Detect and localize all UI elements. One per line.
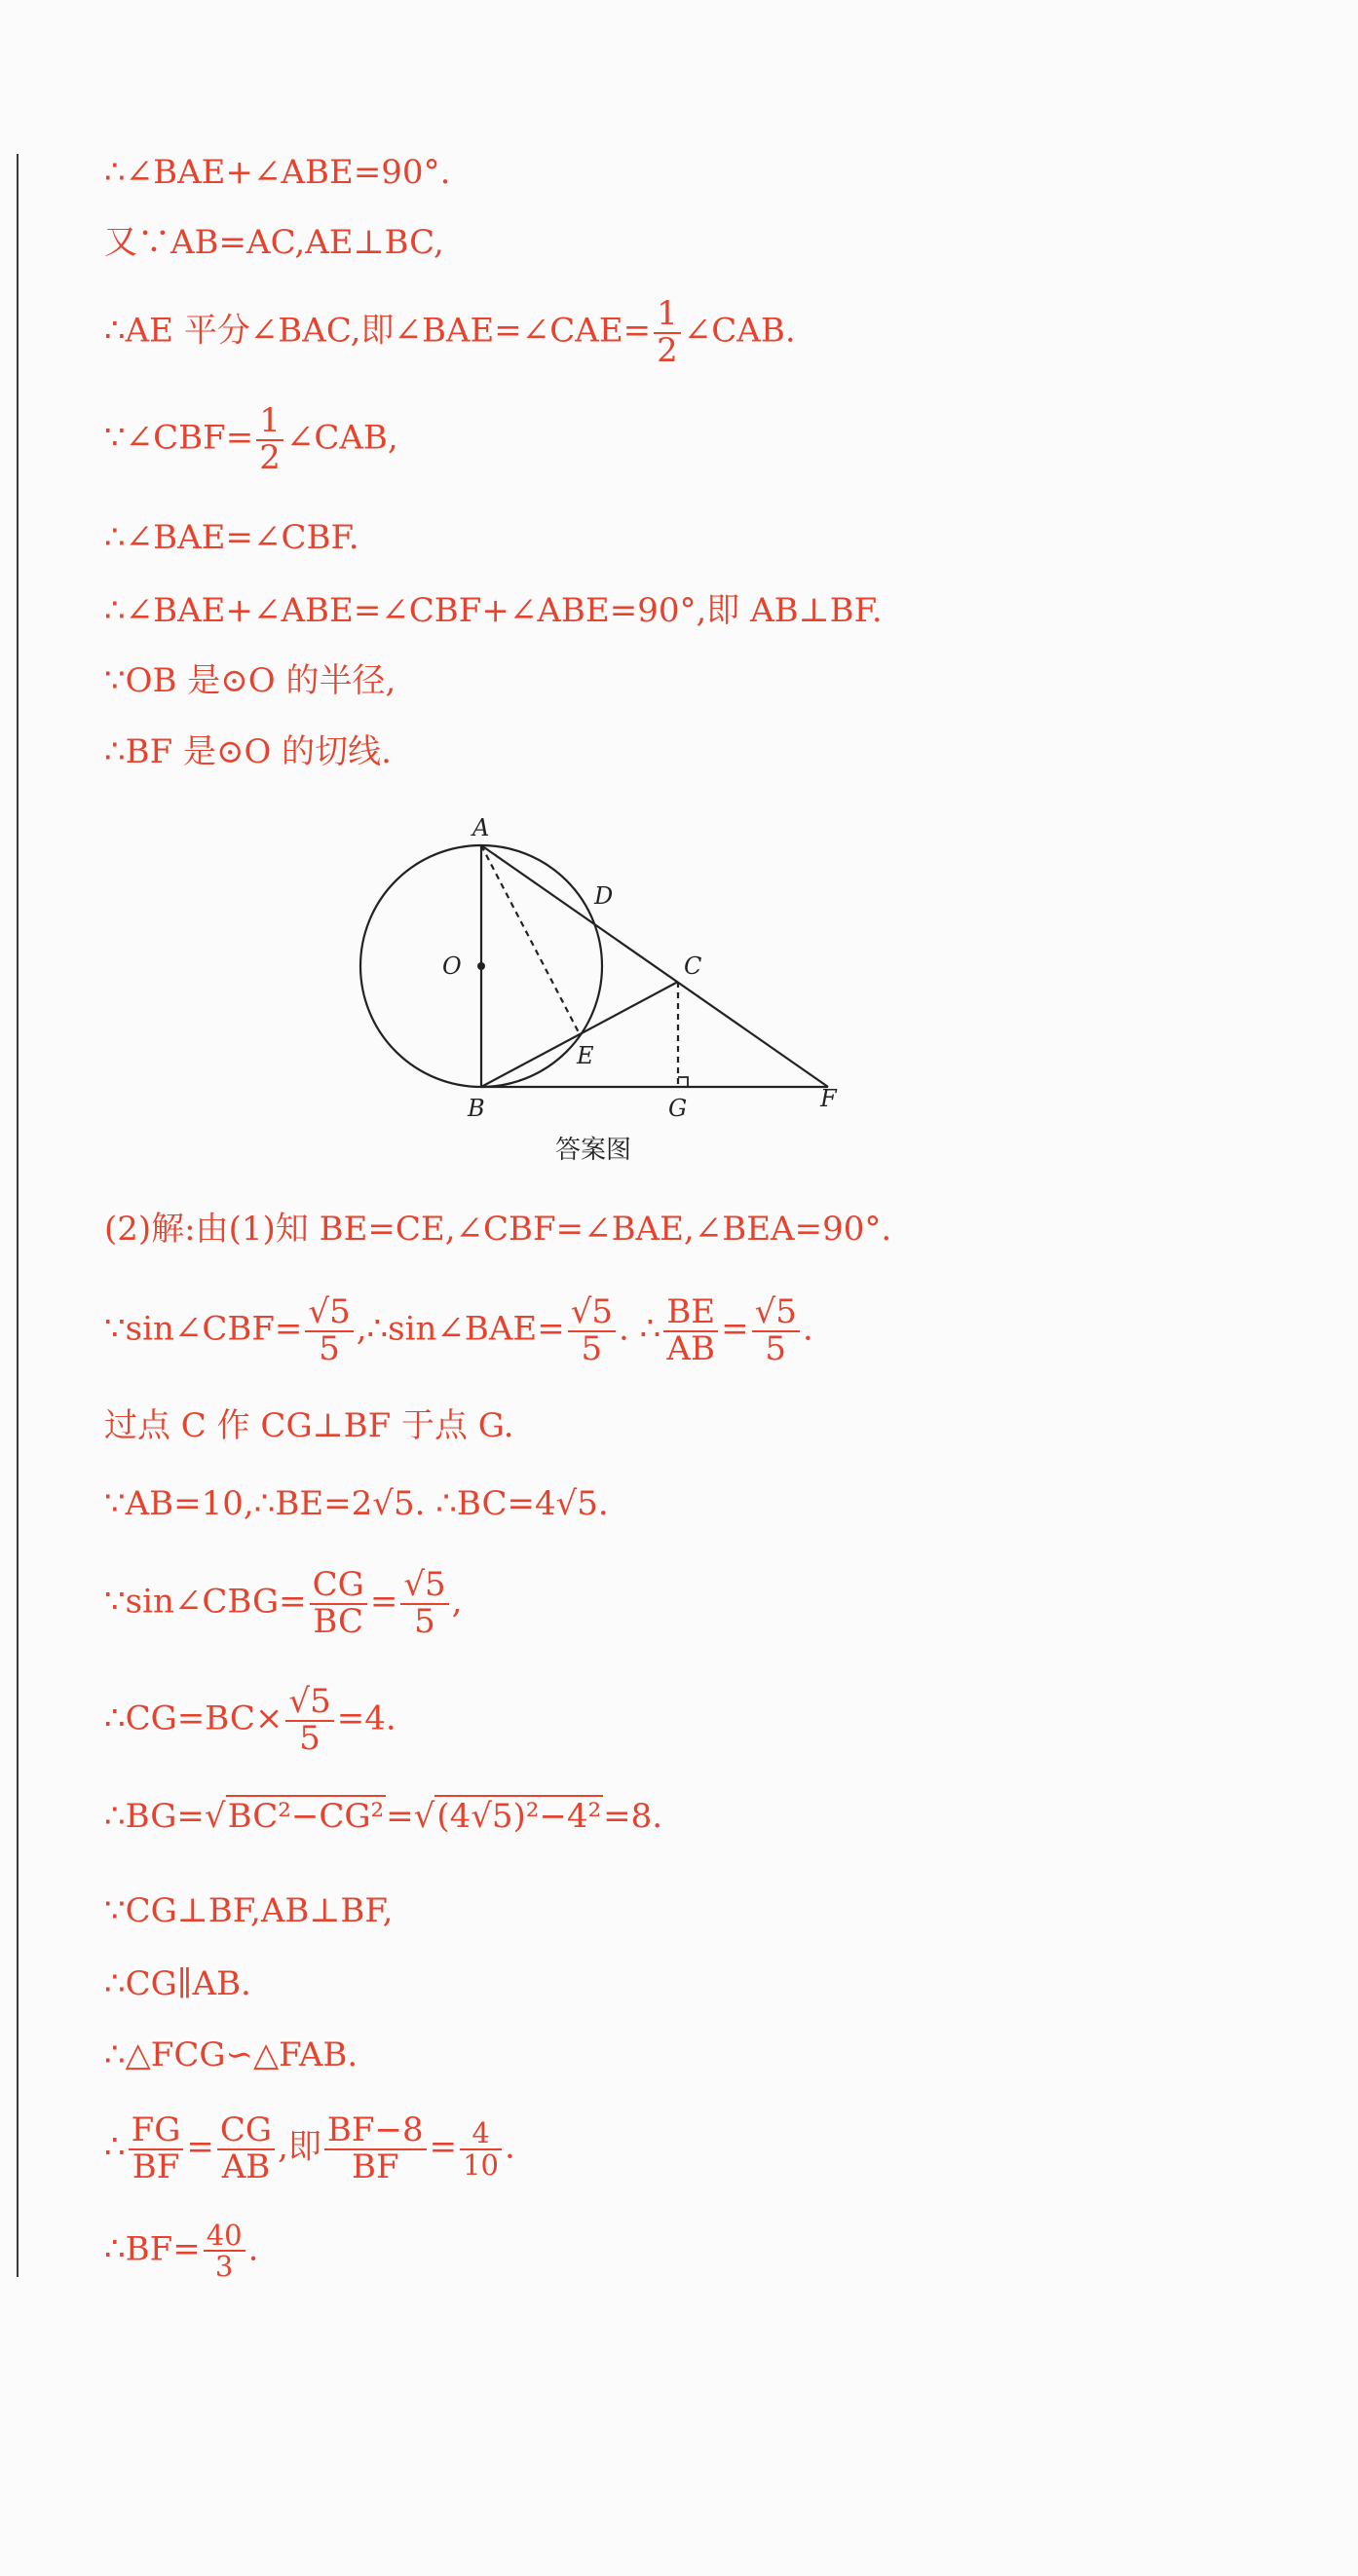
solution-line-12 bbox=[104, 2221, 258, 2282]
solution-line-2: ∵sin∠CBF= $\frac{√5}{5}$ ,∴sin∠BAE= $\frac{√5}{5}$ . ∴ $\frac{BE}{AB}$ = $\frac{√5}{5}$ . bbox=[104, 1292, 813, 1368]
right-angle-mark bbox=[678, 1077, 688, 1087]
proof-line-3 bbox=[104, 294, 796, 370]
proof-line-3-text: ∴AE 平分∠BAC,即∠BAE=∠CAE= bbox=[104, 311, 652, 351]
fraction-4-over-10: $\frac{4}{10}$ bbox=[460, 2118, 502, 2180]
fraction-sqrt5-over-5: $\frac{√5}{5}$ bbox=[752, 1295, 800, 1366]
label-b: B bbox=[468, 1095, 485, 1122]
solution-line-7 bbox=[104, 1797, 663, 1836]
proof-line-2: 又∵AB=AC,AE⊥BC, bbox=[104, 223, 444, 262]
label-e: E bbox=[577, 1042, 594, 1069]
solution-line-5-text-a: ∵sin∠CBG= bbox=[104, 1582, 307, 1622]
proof-line-6: ∴∠BAE+∠ABE=∠CBF+∠ABE=90°,即 AB⊥BF. bbox=[104, 591, 883, 630]
fraction-fg-over-bf: $\frac{FG}{BF}$ bbox=[129, 2113, 184, 2184]
label-o: O bbox=[442, 952, 462, 980]
line-af bbox=[481, 845, 828, 1087]
line-ae-dashed bbox=[481, 845, 580, 1034]
solution-line-11-text-c: ,即 bbox=[278, 2127, 321, 2167]
solution-line-11 bbox=[104, 2110, 515, 2186]
proof-line-1: ∴∠BAE+∠ABE=90°. bbox=[104, 153, 451, 192]
fraction-bf-minus-8-over-bf: $\frac{BF-8}{BF}$ bbox=[324, 2113, 427, 2184]
solution-line-6-text-a: ∴CG=BC× bbox=[104, 1699, 283, 1738]
radical-bc2-cg2: √BC²−CG² bbox=[204, 1797, 385, 1836]
fraction-be-over-ab: $\frac{BE}{AB}$ bbox=[663, 1295, 718, 1366]
solution-line-6-text-b: =4. bbox=[336, 1699, 396, 1738]
proof-line-3-tail: ∠CAB. bbox=[683, 311, 796, 351]
proof-line-4-tail: ∠CAB, bbox=[285, 418, 398, 458]
solution-line-12-text-a: ∴BF= bbox=[104, 2229, 201, 2269]
solution-line-1: (2)解:由(1)知 BE=CE,∠CBF=∠BAE,∠BEA=90°. bbox=[104, 1210, 892, 1249]
solution-line-7-text-c: =8. bbox=[603, 1797, 663, 1836]
label-g: G bbox=[668, 1095, 688, 1122]
fraction-one-half: $\frac{1}{2}$ bbox=[654, 297, 681, 368]
fraction-cg-over-bc: $\frac{CG}{BC}$ bbox=[310, 1568, 367, 1639]
label-f: F bbox=[820, 1085, 837, 1112]
fraction-sqrt5-over-5: $\frac{√5}{5}$ bbox=[285, 1685, 333, 1756]
solution-line-2-text-d: = bbox=[721, 1309, 749, 1349]
fraction-40-over-3: $\frac{40}{3}$ bbox=[204, 2221, 245, 2282]
proof-line-8: ∴BF 是⊙O 的切线. bbox=[104, 732, 392, 771]
solution-line-10: ∴△FCG∽△FAB. bbox=[104, 2035, 358, 2074]
fraction-cg-over-ab: $\frac{CG}{AB}$ bbox=[217, 2113, 275, 2184]
fraction-sqrt5-over-5: $\frac{√5}{5}$ bbox=[305, 1295, 353, 1366]
solution-line-11-text-e: . bbox=[505, 2127, 515, 2167]
solution-line-8: ∵CG⊥BF,AB⊥BF, bbox=[104, 1891, 394, 1930]
label-a: A bbox=[472, 814, 490, 841]
solution-line-5-text-c: , bbox=[451, 1582, 463, 1622]
solution-line-6 bbox=[104, 1682, 396, 1758]
geometry-figure bbox=[341, 799, 867, 1134]
circle-tangent-diagram bbox=[341, 799, 867, 1130]
proof-line-7: ∵OB 是⊙O 的半径, bbox=[104, 661, 396, 700]
solution-line-11-text-d: = bbox=[429, 2127, 458, 2167]
solution-line-3: 过点 C 作 CG⊥BF 于点 G. bbox=[104, 1406, 514, 1445]
margin-rule bbox=[17, 154, 19, 2277]
solution-line-2-text-b: ,∴sin∠BAE= bbox=[356, 1309, 565, 1349]
solution-line-11-text-a: ∴ bbox=[104, 2127, 126, 2167]
label-d: D bbox=[594, 882, 614, 910]
solution-line-2-text-c: . ∴ bbox=[619, 1309, 661, 1349]
proof-line-5: ∴∠BAE=∠CBF. bbox=[104, 518, 359, 557]
solution-line-11-text-b: = bbox=[186, 2127, 214, 2167]
solution-line-4: ∵AB=10,∴BE=2√5. ∴BC=4√5. bbox=[104, 1484, 609, 1523]
proof-line-4 bbox=[104, 401, 398, 477]
solution-line-5 bbox=[104, 1565, 463, 1641]
solution-line-2-text-a: ∵sin∠CBF= bbox=[104, 1309, 303, 1349]
solution-line-7-text-b: = bbox=[386, 1797, 414, 1836]
fraction-sqrt5-over-5: $\frac{√5}{5}$ bbox=[568, 1295, 616, 1366]
label-c: C bbox=[684, 952, 702, 980]
proof-line-4-text: ∵∠CBF= bbox=[104, 418, 254, 458]
center-point-o bbox=[477, 962, 485, 970]
figure-caption: 答案图 bbox=[555, 1136, 632, 1165]
fraction-one-half: $\frac{1}{2}$ bbox=[256, 404, 283, 475]
solution-line-5-text-b: = bbox=[369, 1582, 398, 1622]
line-bc bbox=[481, 982, 678, 1087]
solution-line-7-text-a: ∴BG= bbox=[104, 1797, 205, 1836]
fraction-sqrt5-over-5: $\frac{√5}{5}$ bbox=[400, 1568, 448, 1639]
solution-line-12-text-b: . bbox=[247, 2229, 259, 2269]
radical-numeric: √(4√5)²−4² bbox=[413, 1797, 602, 1836]
solution-line-9: ∴CG∥AB. bbox=[104, 1964, 251, 2003]
